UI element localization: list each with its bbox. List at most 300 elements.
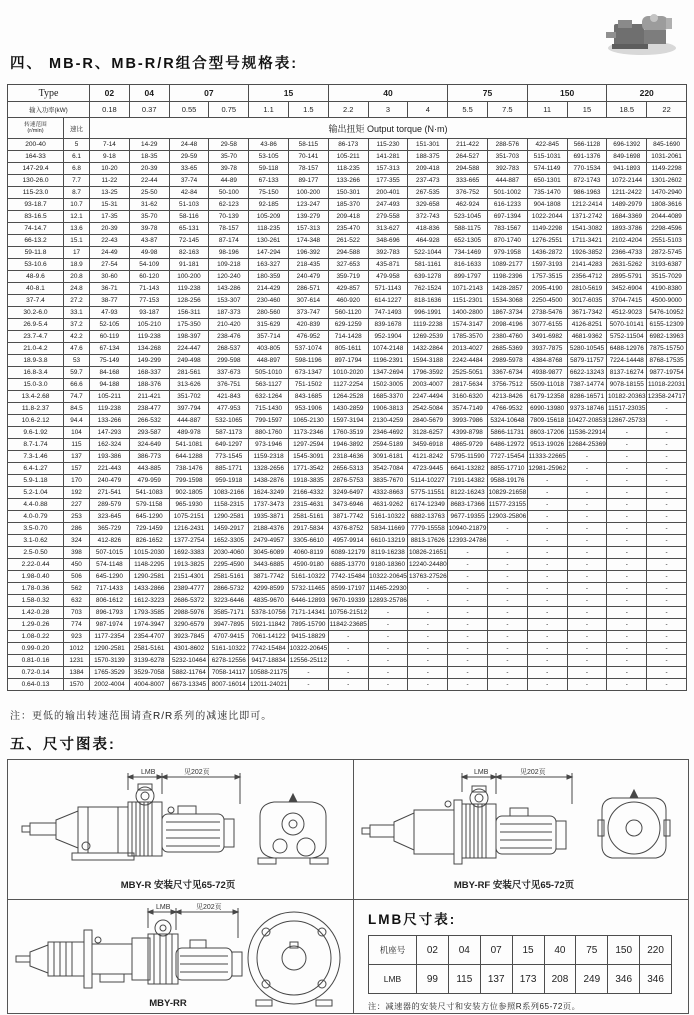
torque-cell: 2098-4196 — [487, 319, 527, 331]
torque-cell: 22-43 — [90, 235, 130, 247]
torque-cell: 230-460 — [249, 295, 289, 307]
ratio-cell: 24.8 — [64, 283, 90, 295]
torque-cell: 2250-4500 — [527, 295, 567, 307]
ratio-cell: 27.2 — [64, 295, 90, 307]
torque-cell: - — [567, 559, 607, 571]
torque-cell: 36-71 — [90, 283, 130, 295]
spec-row — [8, 223, 687, 235]
ratio-cell: 253 — [64, 511, 90, 523]
torque-cell: 5161-10322 — [209, 643, 249, 655]
torque-cell: 12903-25806 — [487, 511, 527, 523]
torque-cell: - — [567, 679, 607, 691]
torque-cell: 1149-2298 — [527, 223, 567, 235]
torque-cell: 7779-15558 — [408, 523, 448, 535]
torque-cell: - — [567, 487, 607, 499]
torque-cell: 386-773 — [129, 451, 169, 463]
spec-row — [8, 415, 687, 427]
power-value: 0.75 — [209, 102, 249, 118]
torque-cell: 2166-4332 — [289, 487, 329, 499]
torque-cell: 735-1470 — [527, 187, 567, 199]
torque-cell: 965-1930 — [169, 499, 209, 511]
spec-row — [8, 151, 687, 163]
torque-cell: 313-627 — [368, 223, 408, 235]
torque-cell: 2095-4190 — [527, 283, 567, 295]
speed-range-cell: 3.1-0.62 — [8, 535, 64, 547]
torque-cell: 2542-5084 — [408, 403, 448, 415]
torque-cell: 3459-6918 — [408, 439, 448, 451]
torque-cell: - — [487, 679, 527, 691]
speed-range-cell: 18.9-3.8 — [8, 355, 64, 367]
torque-cell: 3305-6610 — [289, 535, 329, 547]
torque-cell: 157-313 — [368, 163, 408, 175]
ratio-cell: 506 — [64, 571, 90, 583]
torque-cell: - — [607, 643, 647, 655]
torque-cell: 751-1502 — [289, 379, 329, 391]
torque-cell: 109-218 — [209, 259, 249, 271]
torque-cell: 1913-3825 — [169, 559, 209, 571]
lmb-table-title: LMB尺寸表: — [368, 912, 457, 927]
torque-cell: 35-70 — [209, 151, 249, 163]
torque-cell: 3443-6885 — [249, 559, 289, 571]
torque-cell: 645-1290 — [90, 571, 130, 583]
spec-row — [8, 523, 687, 535]
torque-cell: 6446-12893 — [289, 595, 329, 607]
spec-row — [8, 643, 687, 655]
torque-cell: 5324-10648 — [487, 415, 527, 427]
spec-row — [8, 511, 687, 523]
torque-cell: 403-805 — [249, 343, 289, 355]
torque-cell: 1893-3786 — [607, 223, 647, 235]
torque-cell: 3128-6257 — [408, 427, 448, 439]
torque-cell: 12684-25369 — [567, 439, 607, 451]
torque-cell: 6174-12349 — [408, 499, 448, 511]
speed-range-cell: 66-13.2 — [8, 235, 64, 247]
ratio-cell: 47.6 — [64, 343, 90, 355]
torque-cell: - — [647, 667, 687, 679]
speed-range-cell: 130-26.0 — [8, 175, 64, 187]
spec-row — [8, 331, 687, 343]
torque-cell: 696-1392 — [607, 139, 647, 151]
torque-cell: 37-74 — [169, 175, 209, 187]
type-header: Type — [8, 85, 90, 102]
torque-cell: - — [527, 607, 567, 619]
ratio-cell: 12.1 — [64, 211, 90, 223]
lmb-header-row — [369, 936, 672, 965]
torque-cell: 2988-5976 — [169, 607, 209, 619]
torque-cell: 1652-3305 — [209, 535, 249, 547]
torque-cell: 11333-22665 — [527, 451, 567, 463]
spec-row — [8, 451, 687, 463]
torque-cell: 979-1958 — [487, 247, 527, 259]
torque-cell: 2044-4089 — [647, 211, 687, 223]
spec-row — [8, 499, 687, 511]
torque-cell: 17-35 — [90, 211, 130, 223]
torque-cell: 5732-11465 — [289, 583, 329, 595]
torque-cell: - — [647, 535, 687, 547]
torque-cell: 286-571 — [289, 283, 329, 295]
torque-cell: 1010-2020 — [328, 367, 368, 379]
torque-cell: 574-1148 — [90, 559, 130, 571]
torque-cell: 649-1297 — [209, 439, 249, 451]
torque-cell: 843-1685 — [289, 391, 329, 403]
torque-cell: - — [368, 631, 408, 643]
spec-row — [8, 667, 687, 679]
lmb-value-row — [369, 965, 672, 994]
torque-cell: 1594-3188 — [408, 355, 448, 367]
ratio-cell: 59.7 — [64, 367, 90, 379]
spec-row — [8, 547, 687, 559]
torque-cell: 115-230 — [368, 139, 408, 151]
torque-cell: 897-1794 — [328, 355, 368, 367]
torque-cell: 128-256 — [169, 295, 209, 307]
torque-cell: 3091-6181 — [368, 451, 408, 463]
torque-cell: 2866-5732 — [209, 583, 249, 595]
torque-cell: 72-145 — [169, 235, 209, 247]
lmb-value-cell: 208 — [544, 965, 576, 994]
torque-cell: 82-163 — [169, 247, 209, 259]
ratio-cell: 94.4 — [64, 415, 90, 427]
power-value: 1.1 — [249, 102, 289, 118]
torque-cell: - — [527, 511, 567, 523]
torque-cell: 7191-14382 — [448, 475, 488, 487]
torque-cell: 3223-6446 — [209, 595, 249, 607]
torque-cell: 1264-2528 — [328, 391, 368, 403]
torque-cell: 7061-14122 — [249, 631, 289, 643]
torque-cell: 119-238 — [129, 331, 169, 343]
ratio-cell: 66.6 — [64, 379, 90, 391]
torque-cell: 49-98 — [129, 247, 169, 259]
torque-cell: 1570-3139 — [90, 655, 130, 667]
torque-cell: 650-1301 — [527, 175, 567, 187]
torque-cell: 8813-17626 — [408, 535, 448, 547]
page-ref-dim-label: 见202页 — [520, 769, 546, 776]
torque-cell: 10940-21879 — [448, 523, 488, 535]
torque-cell: 2989-5978 — [487, 355, 527, 367]
torque-cell: 1926-3852 — [567, 247, 607, 259]
section5-title: 五、尺寸图表: — [10, 737, 116, 753]
torque-cell: 2581-5161 — [129, 643, 169, 655]
torque-cell: 3871-7742 — [328, 511, 368, 523]
torque-cell: 151-301 — [408, 139, 448, 151]
torque-cell: - — [448, 655, 488, 667]
torque-cell: 1269-2539 — [408, 331, 448, 343]
torque-cell: 1377-2754 — [169, 535, 209, 547]
power-value: 2.2 — [328, 102, 368, 118]
ratio-cell: 42.2 — [64, 331, 90, 343]
torque-cell: 4060-8119 — [289, 547, 329, 559]
torque-cell: 162-324 — [90, 439, 130, 451]
torque-cell: - — [487, 631, 527, 643]
torque-cell: 8137-16274 — [607, 367, 647, 379]
speed-range-cell: 23.7-4.7 — [8, 331, 64, 343]
torque-cell: 2366-4733 — [607, 247, 647, 259]
spec-row — [8, 163, 687, 175]
spec-row — [8, 211, 687, 223]
torque-cell: 5795-11590 — [448, 451, 488, 463]
torque-cell: 773-1545 — [209, 451, 249, 463]
torque-cell: - — [408, 631, 448, 643]
ratio-cell: 1570 — [64, 679, 90, 691]
torque-cell: 652-1305 — [448, 235, 488, 247]
torque-cell: 42-84 — [169, 187, 209, 199]
torque-cell: 6673-13345 — [169, 679, 209, 691]
torque-cell: 2298-4596 — [647, 223, 687, 235]
torque-cell: - — [408, 595, 448, 607]
torque-cell: - — [647, 451, 687, 463]
torque-header-row — [8, 118, 687, 139]
torque-cell: 479-959 — [129, 475, 169, 487]
spec-row — [8, 355, 687, 367]
page-ref-dim-label: 见202页 — [184, 769, 210, 776]
torque-cell: - — [527, 679, 567, 691]
torque-cell: - — [567, 595, 607, 607]
speed-range-cell: 53-10.6 — [8, 259, 64, 271]
torque-cell: 150-301 — [328, 187, 368, 199]
torque-cell: 715-1430 — [249, 403, 289, 415]
torque-cell: 10588-21175 — [249, 667, 289, 679]
torque-cell: - — [527, 547, 567, 559]
torque-cell: 9078-18155 — [607, 379, 647, 391]
torque-cell: 3585-7171 — [209, 607, 249, 619]
torque-cell: 333-665 — [448, 175, 488, 187]
torque-cell: 39-78 — [129, 223, 169, 235]
torque-cell: 2354-4707 — [129, 631, 169, 643]
torque-cell: 1071-2143 — [448, 283, 488, 295]
torque-cell: 1119-2238 — [408, 319, 448, 331]
speed-range-cell: 83-16.5 — [8, 211, 64, 223]
torque-cell: - — [408, 619, 448, 631]
torque-cell: 163-327 — [249, 259, 289, 271]
spec-row — [8, 487, 687, 499]
torque-cell: 214-429 — [249, 283, 289, 295]
torque-cell: 7742-15484 — [249, 643, 289, 655]
torque-cell: 8683-17366 — [448, 499, 488, 511]
torque-cell: - — [647, 619, 687, 631]
torque-cell: - — [527, 643, 567, 655]
speed-range-cell: 93-18.7 — [8, 199, 64, 211]
torque-cell: 14-29 — [129, 139, 169, 151]
torque-cell: - — [408, 607, 448, 619]
torque-cell: 211-422 — [448, 139, 488, 151]
torque-cell: 870-1740 — [487, 235, 527, 247]
torque-cell: 1771-3542 — [289, 463, 329, 475]
torque-cell: - — [527, 499, 567, 511]
torque-cell: 6278-12556 — [209, 655, 249, 667]
torque-cell: 959-1918 — [209, 475, 249, 487]
torque-cell: 62-123 — [209, 199, 249, 211]
ratio-header: 速比 — [64, 118, 90, 139]
torque-cell: 5378-10756 — [249, 607, 289, 619]
torque-cell: 443-885 — [129, 463, 169, 475]
torque-cell: 902-1805 — [169, 487, 209, 499]
ratio-cell: 137 — [64, 451, 90, 463]
torque-cell: 1148-2295 — [129, 559, 169, 571]
torque-cell: 188-375 — [408, 151, 448, 163]
torque-cell: 5866-11731 — [487, 427, 527, 439]
torque-cell: - — [448, 619, 488, 631]
spec-row — [8, 139, 687, 151]
torque-cell: 1211-2422 — [607, 187, 647, 199]
torque-cell: 210-420 — [209, 319, 249, 331]
torque-cell: 2003-4007 — [408, 379, 448, 391]
torque-cell: 5775-11551 — [408, 487, 448, 499]
torque-cell: 6885-13770 — [328, 559, 368, 571]
torque-cell: 93-187 — [129, 307, 169, 319]
spec-row — [8, 427, 687, 439]
torque-cell: 247-493 — [368, 199, 408, 211]
torque-cell: - — [607, 631, 647, 643]
lmb-dim-label: LMB — [156, 904, 171, 911]
torque-cell: - — [607, 535, 647, 547]
torque-cell: - — [567, 655, 607, 667]
torque-cell: 412-826 — [90, 535, 130, 547]
ratio-cell: 632 — [64, 595, 90, 607]
torque-cell: 839-1678 — [368, 319, 408, 331]
spec-row — [8, 199, 687, 211]
torque-cell: 329-658 — [408, 199, 448, 211]
torque-cell: 4004-8007 — [129, 679, 169, 691]
torque-cell: - — [607, 607, 647, 619]
torque-cell: 105-211 — [328, 151, 368, 163]
torque-cell: - — [607, 547, 647, 559]
torque-cell: 218-435 — [289, 259, 329, 271]
torque-cell: 1347-2694 — [368, 367, 408, 379]
torque-cell: 614-1227 — [368, 295, 408, 307]
torque-cell: 1151-2301 — [448, 295, 488, 307]
torque-cell: 2002-4004 — [90, 679, 130, 691]
torque-cell: 3704-7415 — [607, 295, 647, 307]
torque-cell: 168-337 — [129, 367, 169, 379]
torque-cell: 10322-20645 — [368, 571, 408, 583]
torque-cell: 149-299 — [129, 355, 169, 367]
torque-cell: - — [607, 595, 647, 607]
speed-range-cell: 10.6-2.12 — [8, 415, 64, 427]
torque-cell: 2525-5051 — [448, 367, 488, 379]
torque-cell: 1196-2391 — [368, 355, 408, 367]
power-header-row — [8, 102, 687, 118]
lmb-header-cell: 07 — [480, 936, 512, 965]
torque-cell: 35-70 — [129, 211, 169, 223]
torque-cell: 86-173 — [328, 139, 368, 151]
torque-cell: 67-133 — [249, 175, 289, 187]
torque-cell: 44-89 — [209, 175, 249, 187]
torque-cell: 2130-4259 — [368, 415, 408, 427]
torque-cell: 38-77 — [90, 295, 130, 307]
ratio-cell: 923 — [64, 631, 90, 643]
torque-cell: 177-355 — [368, 175, 408, 187]
torque-cell: 359-719 — [328, 271, 368, 283]
torque-cell: 52-105 — [90, 319, 130, 331]
torque-cell: 11842-23685 — [328, 619, 368, 631]
torque-cell: - — [448, 547, 488, 559]
ratio-cell: 703 — [64, 607, 90, 619]
spec-row — [8, 187, 687, 199]
torque-cell: 365-729 — [90, 523, 130, 535]
torque-cell: - — [647, 547, 687, 559]
torque-cell: 1065-2130 — [289, 415, 329, 427]
torque-cell: 11465-22930 — [368, 583, 408, 595]
torque-cell: 3937-7875 — [527, 343, 567, 355]
torque-cell: 91-181 — [169, 259, 209, 271]
speed-range-cell: 30.2-6.0 — [8, 307, 64, 319]
torque-cell: 448-897 — [249, 355, 289, 367]
torque-cell: 5879-11757 — [567, 355, 607, 367]
torque-cell: - — [567, 643, 607, 655]
power-value: 15 — [567, 102, 607, 118]
torque-cell: 1212-2414 — [567, 199, 607, 211]
spec-table-body — [8, 139, 687, 691]
torque-cell: - — [368, 607, 408, 619]
torque-cell: 249-498 — [169, 355, 209, 367]
torque-cell: 2738-5476 — [527, 307, 567, 319]
torque-cell: 238-477 — [129, 403, 169, 415]
torque-cell: 9877-19754 — [647, 367, 687, 379]
torque-cell: 266-532 — [129, 415, 169, 427]
torque-cell: 645-1290 — [129, 511, 169, 523]
torque-cell: - — [527, 559, 567, 571]
torque-cell: - — [487, 535, 527, 547]
torque-cell: 75-149 — [90, 355, 130, 367]
torque-cell: - — [368, 667, 408, 679]
torque-cell: 2872-5745 — [647, 247, 687, 259]
torque-cell: 10-20 — [90, 163, 130, 175]
torque-cell: 1711-3421 — [567, 235, 607, 247]
size-header: 40 — [328, 85, 447, 102]
torque-cell: 268-537 — [209, 343, 249, 355]
torque-cell: 6990-13980 — [527, 403, 567, 415]
torque-cell: 581-1161 — [408, 259, 448, 271]
speed-range-cell: 200-40 — [8, 139, 64, 151]
ratio-cell: 115 — [64, 439, 90, 451]
torque-cell: 392-783 — [487, 163, 527, 175]
torque-cell: 1808-3616 — [647, 199, 687, 211]
torque-cell: - — [607, 427, 647, 439]
power-value: 18.5 — [607, 102, 647, 118]
torque-cell: 100-200 — [169, 271, 209, 283]
speed-range-cell: 15.0-3.0 — [8, 379, 64, 391]
speed-range-cell: 3.5-0.70 — [8, 523, 64, 535]
torque-cell: - — [607, 487, 647, 499]
power-value: 0.37 — [129, 102, 169, 118]
torque-cell: 6641-13282 — [448, 463, 488, 475]
torque-cell: - — [527, 667, 567, 679]
torque-cell: 9670-19339 — [328, 595, 368, 607]
spec-row — [8, 679, 687, 691]
speed-range-cell: 7.3-1.46 — [8, 451, 64, 463]
torque-cell: 1297-2594 — [289, 439, 329, 451]
torque-cell: 3160-6320 — [448, 391, 488, 403]
torque-cell: 2876-5753 — [328, 475, 368, 487]
torque-cell: 644-1288 — [169, 451, 209, 463]
torque-cell: 560-1120 — [328, 307, 368, 319]
torque-cell: 30-60 — [90, 271, 130, 283]
torque-cell: 324-649 — [129, 439, 169, 451]
torque-cell: - — [368, 619, 408, 631]
speed-range-cell: 5.9-1.18 — [8, 475, 64, 487]
torque-cell: 632-1264 — [249, 391, 289, 403]
torque-cell: 11536-22914 — [567, 427, 607, 439]
torque-cell: 11517-23035 — [607, 403, 647, 415]
torque-cell: 770-1534 — [567, 163, 607, 175]
torque-cell: - — [368, 643, 408, 655]
torque-cell: 6486-12972 — [487, 439, 527, 451]
section4-title: 四、 MB-R、MB-R/R组合型号规格表: — [10, 56, 299, 72]
torque-cell: 119-238 — [90, 403, 130, 415]
torque-cell: 9417-18834 — [249, 655, 289, 667]
torque-cell: 185-370 — [328, 199, 368, 211]
ratio-cell: 20.8 — [64, 271, 90, 283]
spec-row — [8, 403, 687, 415]
